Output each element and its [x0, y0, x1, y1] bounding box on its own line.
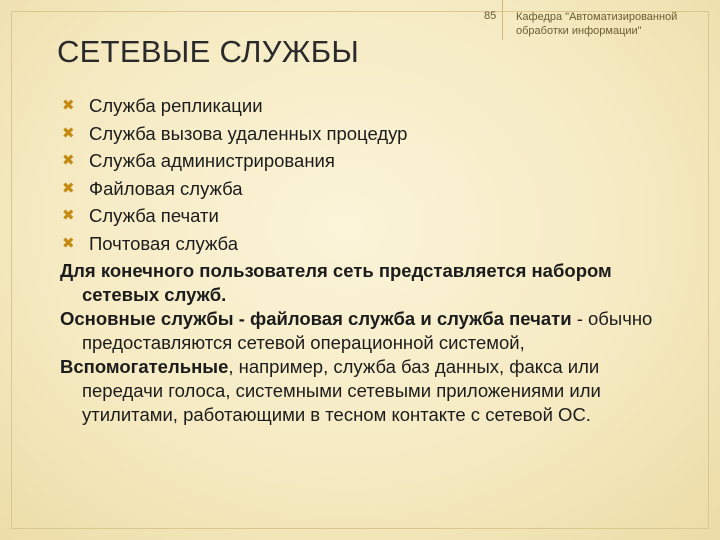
x-mark-icon: ✖	[62, 234, 75, 252]
list-item-label: Служба администрирования	[89, 150, 335, 172]
slide-number: 85	[484, 10, 497, 22]
list-item-label: Служба печати	[89, 205, 219, 227]
x-mark-icon: ✖	[62, 124, 75, 142]
department-label: Кафедра "Автоматизированной обработки информации"	[516, 11, 678, 37]
list-item-label: Служба вызова удаленных процедур	[89, 122, 408, 144]
list-item-label: Файловая служба	[89, 177, 243, 199]
paragraph-main-services	[60, 307, 680, 354]
x-mark-icon: ✖	[62, 207, 75, 225]
paragraph-text: - обычно предоставляются сетевой операционной системой,	[82, 308, 653, 353]
list-item	[62, 230, 407, 258]
list-item	[62, 92, 407, 120]
slide-title: СЕТЕВЫЕ СЛУЖБЫ	[57, 34, 360, 69]
paragraph-bold-text: Основные службы - файловая служба и служба печати	[60, 308, 572, 330]
bullet-list	[62, 92, 407, 258]
header-divider	[502, 0, 503, 40]
list-item-label: Почтовая служба	[89, 232, 238, 254]
paragraph-auxiliary-services	[60, 355, 680, 426]
list-item	[62, 175, 407, 203]
paragraph-end-users	[60, 259, 680, 306]
x-mark-icon: ✖	[62, 179, 75, 197]
list-item-label: Служба репликации	[89, 95, 263, 116]
body-text	[60, 259, 680, 427]
list-item	[62, 202, 407, 230]
paragraph-bold-text: Для конечного пользователя сеть представляется набором сетевых служб.	[60, 260, 612, 305]
x-mark-icon: ✖	[62, 97, 75, 114]
list-item	[62, 147, 407, 175]
paragraph-text: , например, служба баз данных, факса или передачи голоса, системными сетевыми приложениями или утилитами, работающими в тесном контакте с сетевой ОС.	[82, 356, 601, 425]
list-item	[62, 120, 407, 148]
x-mark-icon: ✖	[62, 152, 75, 170]
paragraph-bold-text: Вспомогательные	[60, 356, 229, 378]
